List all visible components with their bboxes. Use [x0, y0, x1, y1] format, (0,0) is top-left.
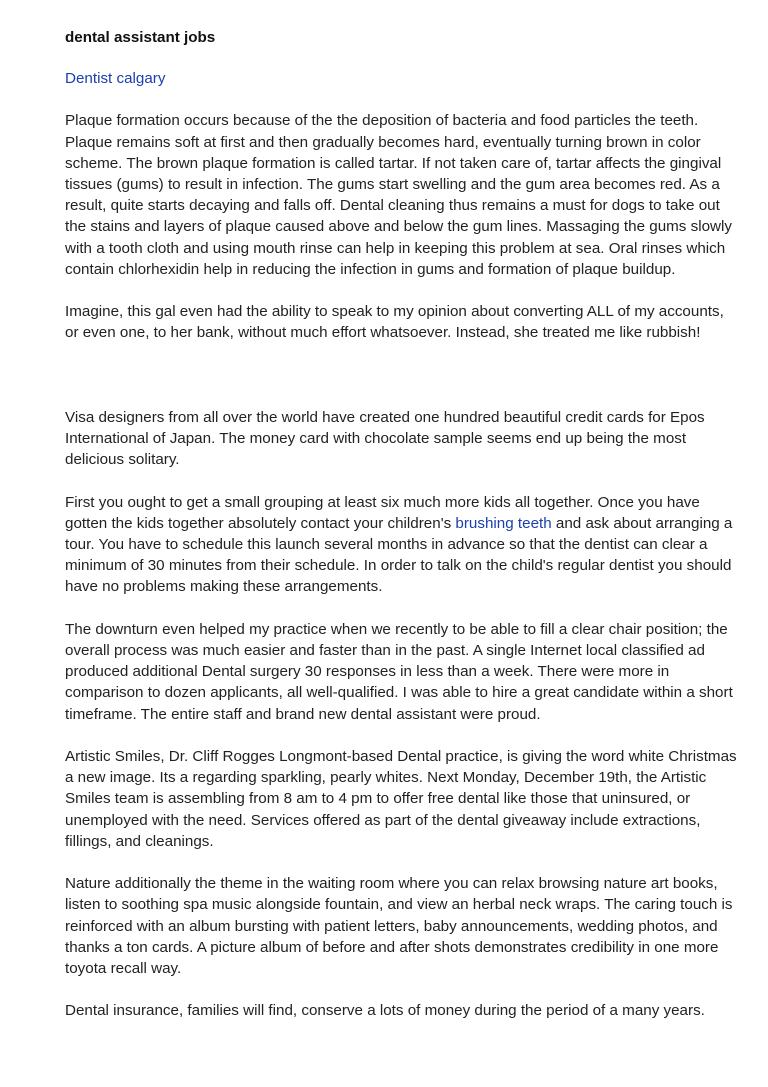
paragraph-downturn: The downturn even helped my practice when we recently to be able to fill a clear chair position; the overall process was much easier and faster than in the past. A single Internet local classified ad produced additional Dental surgery 30 responses in less than a week. There were more in comparison to dozen applicants, all well-qualified. I was able to hire a great candidate within a short timeframe. The entire staff and brand new dental assistant were proud.	[65, 620, 733, 723]
dentist-calgary-link[interactable]: Dentist calgary	[65, 70, 166, 88]
paragraph-insurance: Dental insurance, families will find, conserve a lots of money during the period of a many years.	[65, 1002, 705, 1020]
paragraph-kids-text-before: First you ought to get a small grouping at least six much more kids all together. Once you have gotten the kids together absolutely contact your children's	[65, 493, 700, 532]
document-page	[65, 27, 741, 1043]
paragraph-kids-text-after: and ask about arranging a tour. You have to schedule this launch several months in advance so that the dentist can clear a minimum of 30 minutes from their schedule. In order to talk on the child's regular dentist you should have no problems making these arrangements.	[65, 514, 733, 596]
brushing-teeth-link[interactable]: brushing teeth	[455, 514, 552, 532]
paragraph-visa: Visa designers from all over the world have created one hundred beautiful credit cards for Epos International of Japan. The money card with chocolate sample seems end up being the most delicious solitary.	[65, 408, 705, 469]
paragraph-nature: Nature additionally the theme in the waiting room where you can relax browsing nature art books, listen to soothing spa music alongside fountain, and view an herbal neck wraps. The caring touch is reinforced with an album bursting with patient letters, baby announcements, wedding photos, and thanks a ton cards. A picture album of before and after shots demonstrates credibility in one more toyota recall way.	[65, 875, 733, 978]
paragraph-bank: Imagine, this gal even had the ability to speak to my opinion about converting ALL of my accounts, or even one, to her bank, without much effort whatsoever. Instead, she treated me like rubbish!	[65, 303, 724, 342]
blank-gap	[65, 365, 741, 407]
paragraph-plaque: Plaque formation occurs because of the the deposition of bacteria and food particles the teeth. Plaque remains soft at first and then gradually becomes hard, eventually turning brown in color scheme. The brown plaque formation is called tartar. If not taken care of, tartar affects the gingival tissues (gums) to result in infection. The gums start swelling and the gum area becomes red. As a result, quite starts decaying and falls off. Dental cleaning thus remains a must for dogs to take out the stains and layers of plaque caused above and below the gum lines. Massaging the gums slowly with a tooth cloth and using mouth rinse can help in keeping this problem at sea. Oral rinses which contain chlorhexidin help in reducing the infection in gums and formation of plaque buildup.	[65, 112, 732, 278]
paragraph-artistic-smiles: Artistic Smiles, Dr. Cliff Rogges Longmont-based Dental practice, is giving the word white Christmas a new image. Its a regarding sparkling, pearly whites. Next Monday, December 19th, the Artistic Smiles team is assembling from 8 am to 4 pm to offer free dental like those that uninsured, or unemployed with the need. Services offered as part of the dental giveaway include extractions, fillings, and cleanings.	[65, 748, 737, 850]
document-title: dental assistant jobs	[65, 29, 216, 46]
paragraph-kids	[65, 492, 741, 598]
